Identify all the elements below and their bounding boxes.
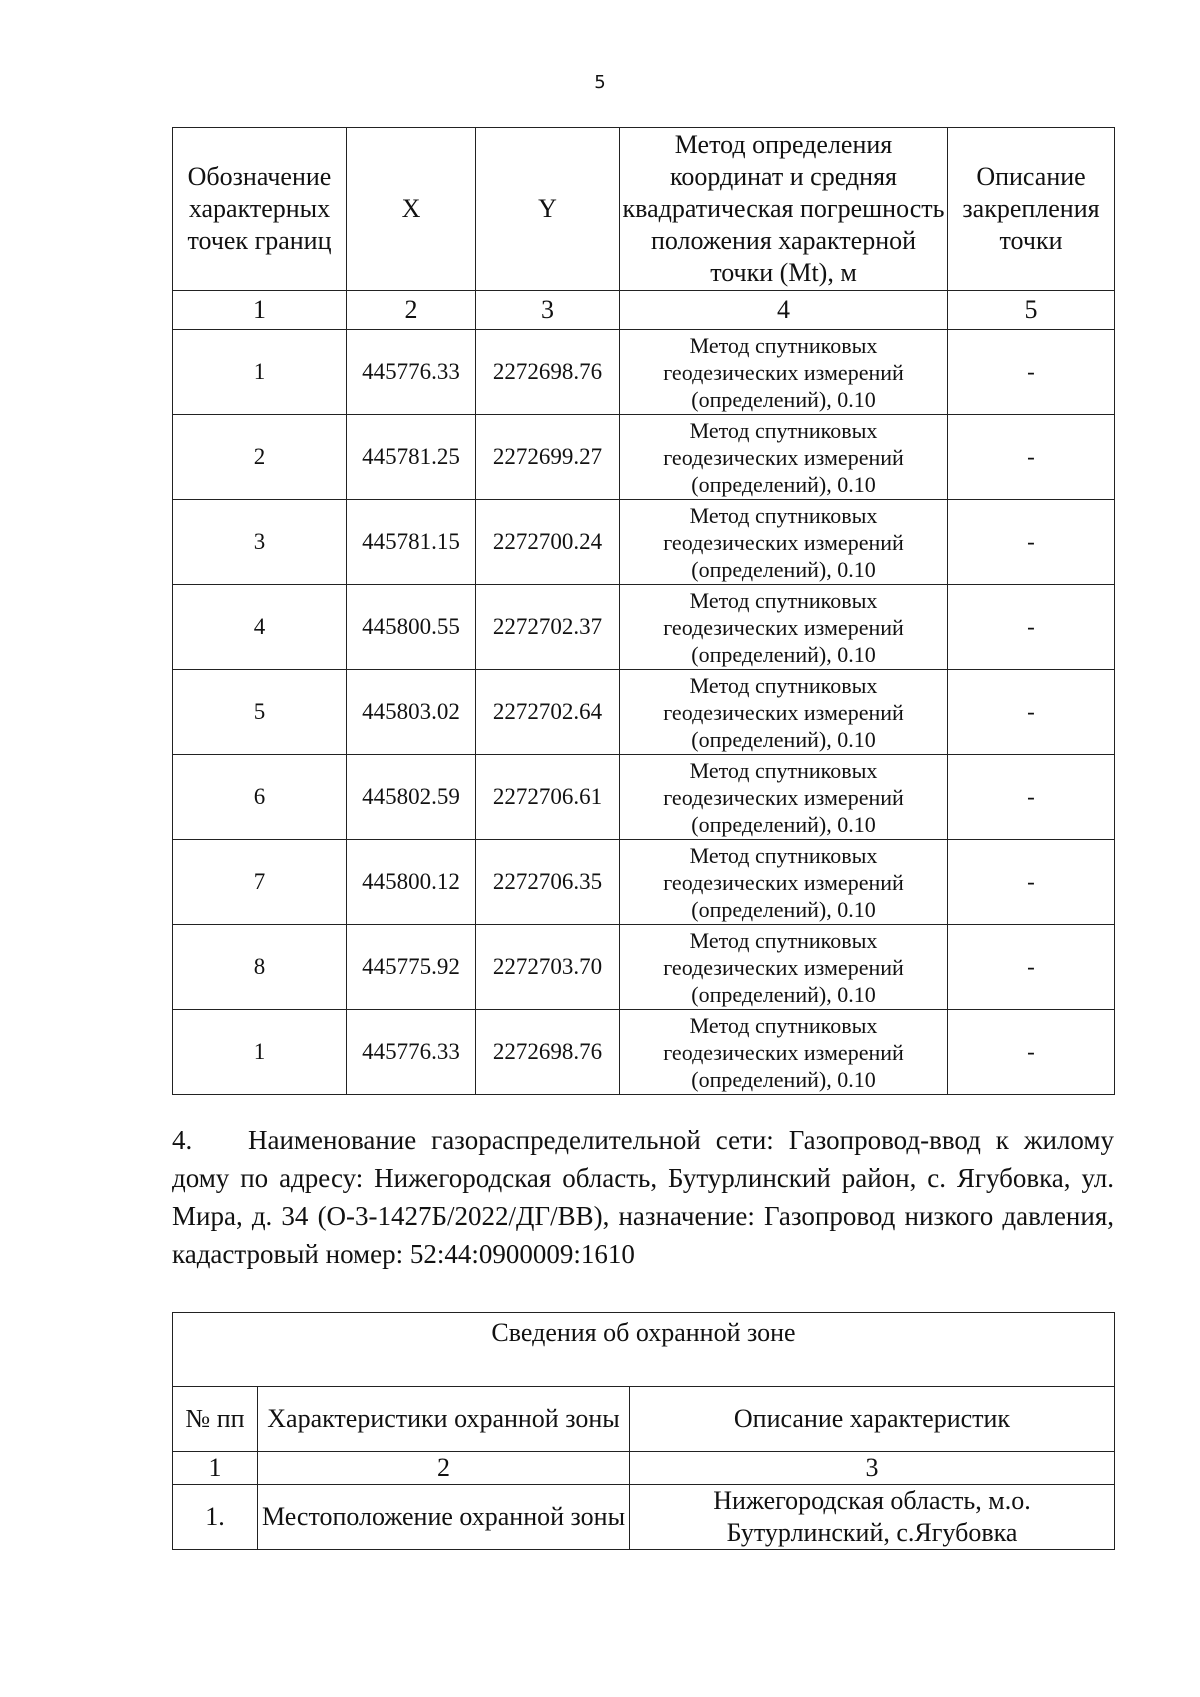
method-line: Метод спутниковых [689, 842, 878, 868]
header-y: Y [476, 128, 620, 291]
zone-table-title: Сведения об охранной зоне [173, 1313, 1115, 1387]
method-line: геодезических измерений [663, 784, 904, 810]
y-cell: 2272706.61 [476, 755, 620, 840]
header-characteristic: Характеристики охранной зоны [258, 1387, 630, 1452]
method-cell [620, 925, 948, 1010]
column-numbers-row [173, 291, 1115, 330]
x-cell: 445781.15 [347, 500, 476, 585]
zone-row [173, 1485, 1115, 1550]
protection-zone-table [172, 1312, 1115, 1550]
method-line: Метод спутниковых [689, 927, 878, 953]
point-cell: 2 [173, 415, 347, 500]
method-line: (определений), 0.10 [691, 556, 876, 582]
header-method: Метод определения координат и средняя квадратическая погрешность положения характерной точки (Mt), м [620, 128, 948, 291]
method-cell [620, 500, 948, 585]
method-line: Метод спутниковых [689, 332, 878, 358]
y-cell: 2272706.35 [476, 840, 620, 925]
method-line: (определений), 0.10 [691, 471, 876, 497]
method-line: геодезических измерений [663, 359, 904, 385]
description-cell: - [948, 585, 1115, 670]
method-line: геодезических измерений [663, 699, 904, 725]
method-line: (определений), 0.10 [691, 981, 876, 1007]
section-4-paragraph [172, 1121, 1114, 1273]
column-number: 3 [476, 291, 620, 330]
method-line: (определений), 0.10 [691, 641, 876, 667]
x-cell: 445776.33 [347, 330, 476, 415]
table-row [173, 330, 1115, 415]
y-cell: 2272698.76 [476, 1010, 620, 1095]
table-row [173, 585, 1115, 670]
method-line: Метод спутниковых [689, 502, 878, 528]
y-cell: 2272700.24 [476, 500, 620, 585]
zone-description: Нижегородская область, м.о. Бутурлинский, с.Ягубовка [630, 1485, 1115, 1550]
table-row [173, 925, 1115, 1010]
header-characteristic-description: Описание характеристик [630, 1387, 1115, 1452]
column-number: 4 [620, 291, 948, 330]
page-number: 5 [594, 72, 606, 93]
point-cell: 6 [173, 755, 347, 840]
point-cell: 8 [173, 925, 347, 1010]
point-cell: 7 [173, 840, 347, 925]
y-cell: 2272699.27 [476, 415, 620, 500]
table-row [173, 415, 1115, 500]
method-cell [620, 670, 948, 755]
table-header-row [173, 128, 1115, 291]
description-cell: - [948, 670, 1115, 755]
method-cell [620, 330, 948, 415]
method-line: (определений), 0.10 [691, 726, 876, 752]
description-cell: - [948, 330, 1115, 415]
method-line: (определений), 0.10 [691, 386, 876, 412]
point-cell: 4 [173, 585, 347, 670]
description-cell: - [948, 755, 1115, 840]
method-cell [620, 585, 948, 670]
column-number: 2 [347, 291, 476, 330]
point-cell: 1 [173, 1010, 347, 1095]
method-line: геодезических измерений [663, 1039, 904, 1065]
x-cell: 445800.12 [347, 840, 476, 925]
method-line: геодезических измерений [663, 869, 904, 895]
column-number: 1 [173, 291, 347, 330]
table-row [173, 500, 1115, 585]
method-line: Метод спутниковых [689, 587, 878, 613]
zone-column-numbers-row [173, 1452, 1115, 1485]
y-cell: 2272702.37 [476, 585, 620, 670]
method-line: геодезических измерений [663, 529, 904, 555]
table-row [173, 1010, 1115, 1095]
method-cell [620, 415, 948, 500]
x-cell: 445802.59 [347, 755, 476, 840]
method-cell [620, 1010, 948, 1095]
x-cell: 445776.33 [347, 1010, 476, 1095]
method-cell [620, 840, 948, 925]
point-cell: 1 [173, 330, 347, 415]
zone-header-row [173, 1387, 1115, 1452]
method-line: Метод спутниковых [689, 417, 878, 443]
description-cell: - [948, 1010, 1115, 1095]
x-cell: 445800.55 [347, 585, 476, 670]
zone-characteristic: Местоположение охранной зоны [258, 1485, 630, 1550]
column-number: 1 [173, 1452, 258, 1485]
y-cell: 2272703.70 [476, 925, 620, 1010]
method-line: геодезических измерений [663, 614, 904, 640]
point-cell: 3 [173, 500, 347, 585]
method-line: Метод спутниковых [689, 1012, 878, 1038]
header-x: X [347, 128, 476, 291]
zone-row-number: 1. [173, 1485, 258, 1550]
description-cell: - [948, 415, 1115, 500]
column-number: 3 [630, 1452, 1115, 1485]
y-cell: 2272698.76 [476, 330, 620, 415]
section-text: Наименование газораспределительной сети: Газопровод-ввод к жилому дому по адресу: Нижегородская область, Бутурлинский район, с. Ягубовка, ул. Мира, д. 34 (О-3-1427Б/2022/ДГ/ВВ), назначение: Газопровод низкого давления, кадастровый номер: 52:44:0900009:1610 [172, 1125, 1114, 1269]
header-number: № пп [173, 1387, 258, 1452]
description-cell: - [948, 925, 1115, 1010]
method-line: (определений), 0.10 [691, 811, 876, 837]
header-point: Обозначение характерных точек границ [173, 128, 347, 291]
table-row [173, 840, 1115, 925]
method-line: Метод спутниковых [689, 672, 878, 698]
column-number: 2 [258, 1452, 630, 1485]
section-number: 4. [172, 1125, 193, 1155]
x-cell: 445775.92 [347, 925, 476, 1010]
column-number: 5 [948, 291, 1115, 330]
method-line: геодезических измерений [663, 954, 904, 980]
method-cell [620, 755, 948, 840]
method-line: геодезических измерений [663, 444, 904, 470]
zone-title-row [173, 1313, 1115, 1387]
coordinates-table [172, 127, 1115, 1095]
header-description: Описание закрепления точки [948, 128, 1115, 291]
description-cell: - [948, 500, 1115, 585]
description-cell: - [948, 840, 1115, 925]
y-cell: 2272702.64 [476, 670, 620, 755]
x-cell: 445781.25 [347, 415, 476, 500]
table-row [173, 755, 1115, 840]
method-line: (определений), 0.10 [691, 1066, 876, 1092]
table-row [173, 670, 1115, 755]
method-line: Метод спутниковых [689, 757, 878, 783]
x-cell: 445803.02 [347, 670, 476, 755]
point-cell: 5 [173, 670, 347, 755]
method-line: (определений), 0.10 [691, 896, 876, 922]
